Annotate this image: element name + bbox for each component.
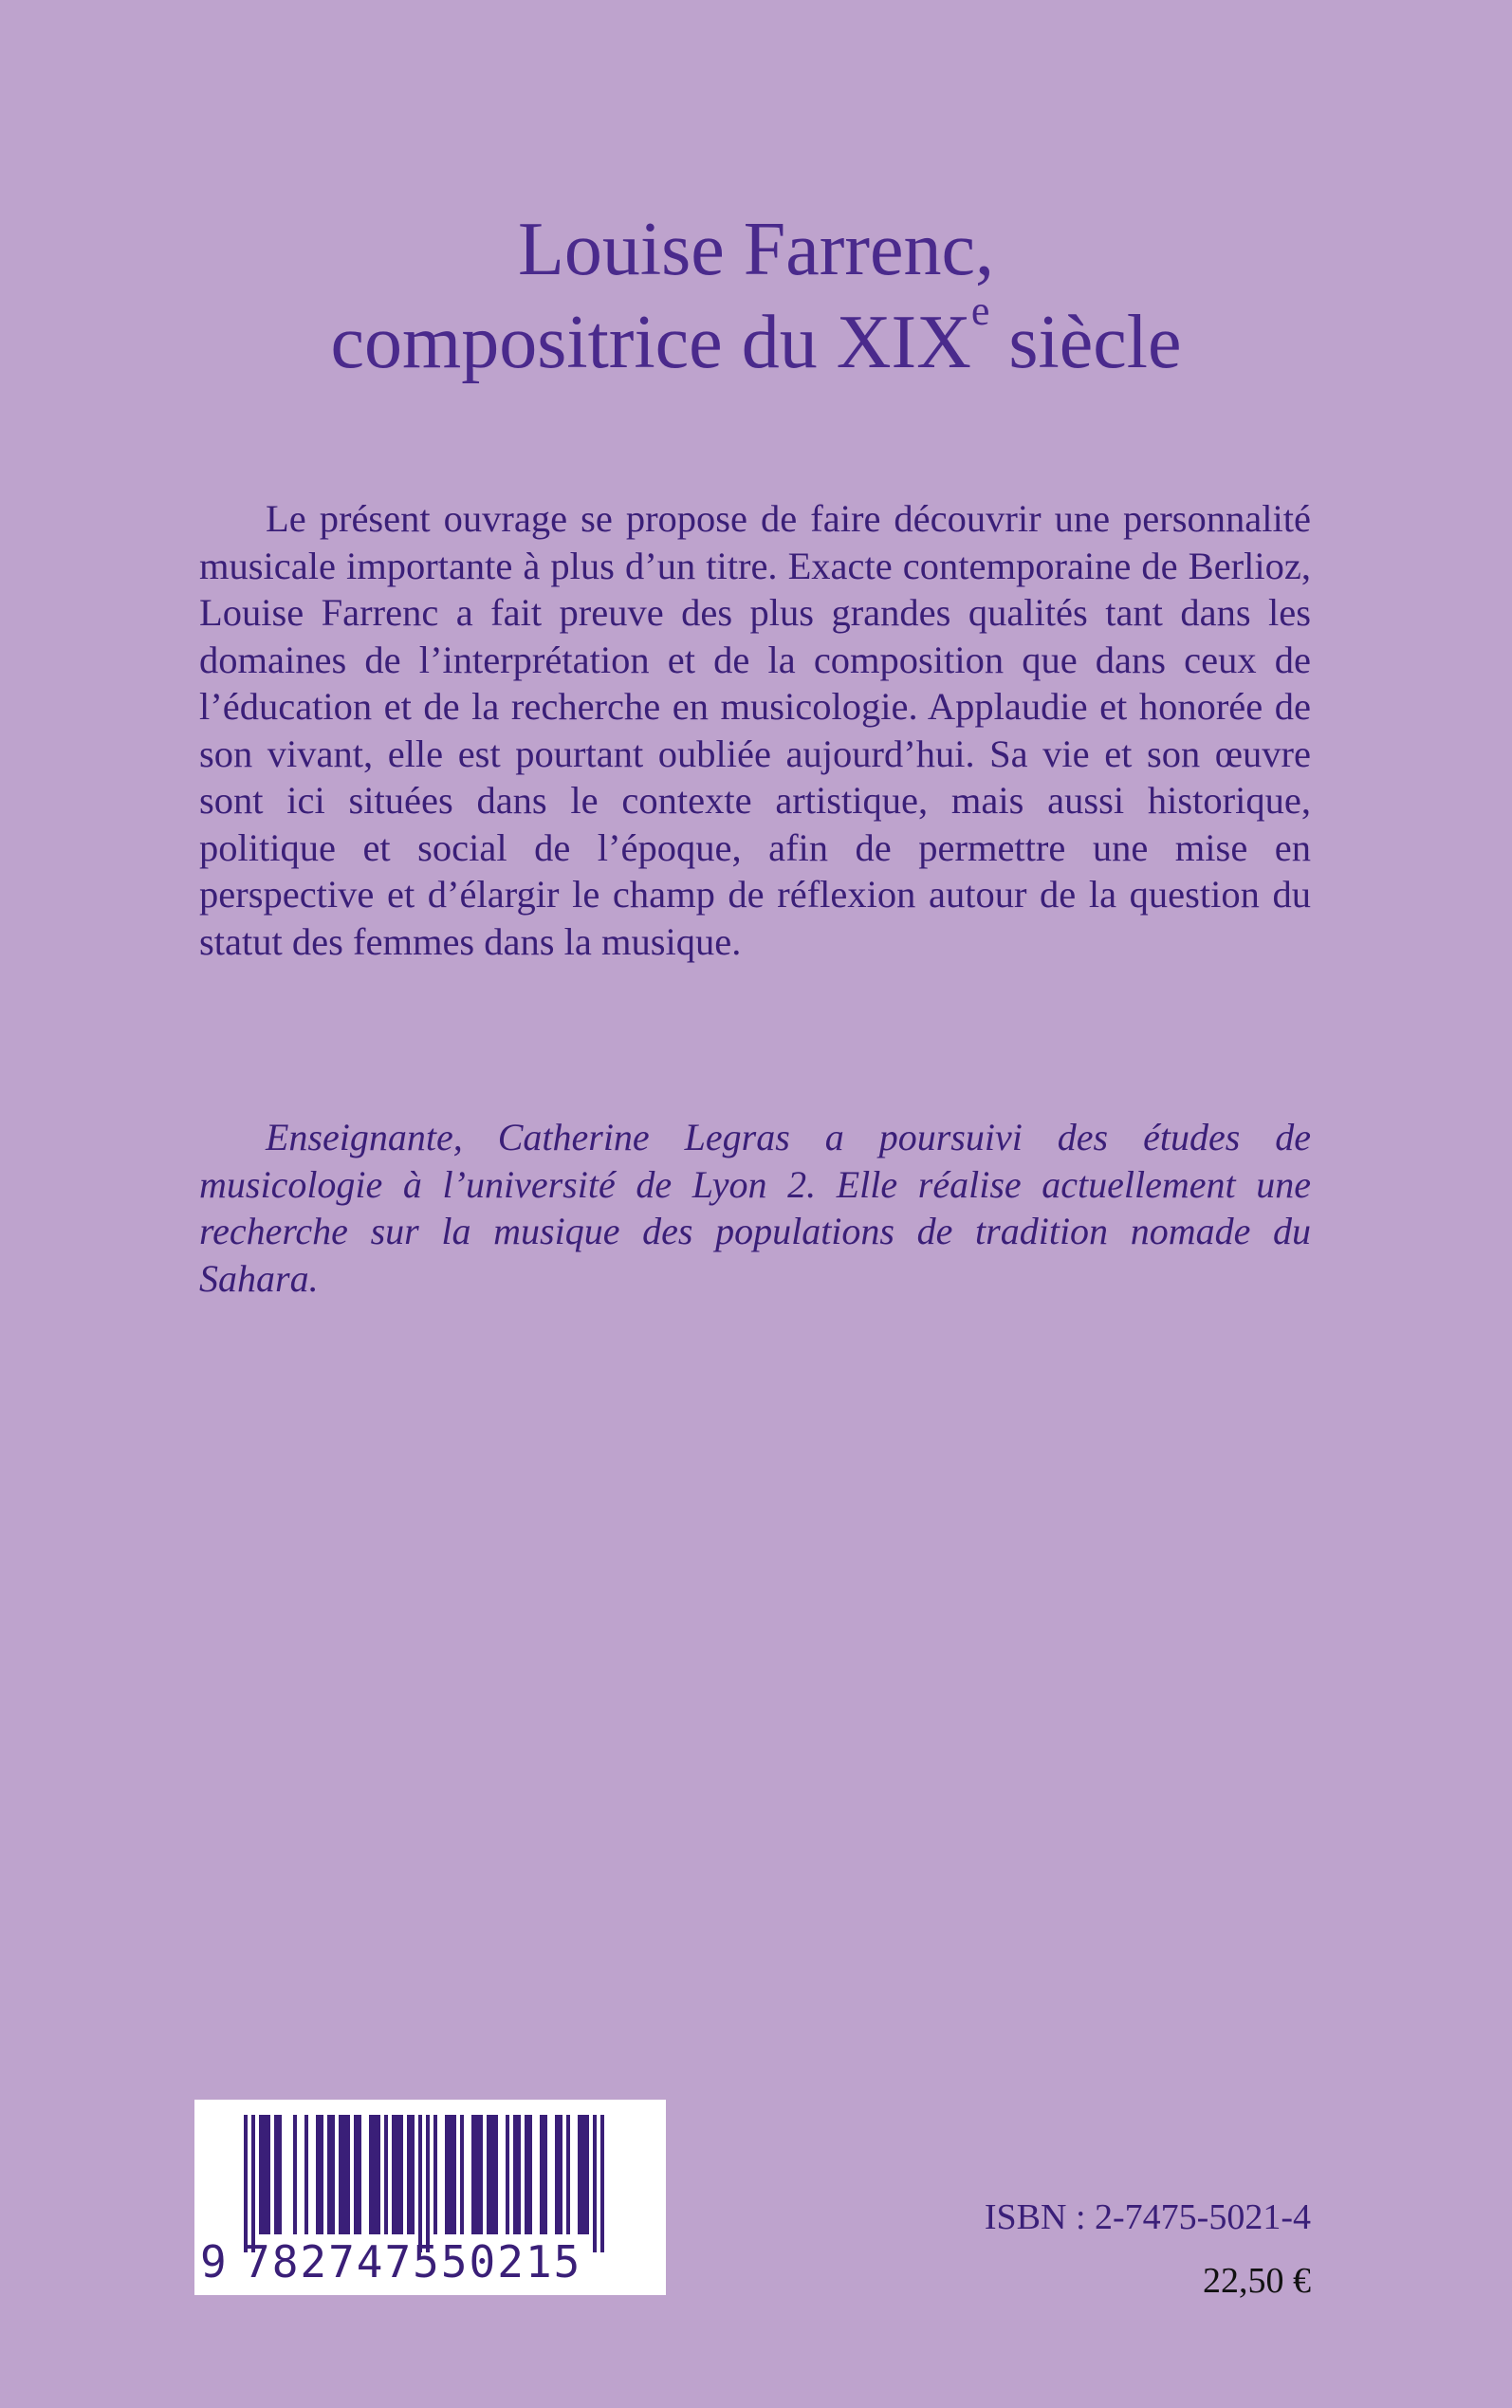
barcode-bar	[494, 2115, 498, 2234]
barcode-bar	[293, 2115, 297, 2234]
barcode-guard-bar	[600, 2115, 604, 2252]
barcode-bar	[585, 2115, 589, 2234]
barcode-bar	[566, 2115, 570, 2234]
barcode-bar	[506, 2115, 509, 2234]
barcode-bar	[578, 2115, 581, 2234]
barcode-bar	[369, 2115, 373, 2234]
barcode-bar	[259, 2115, 263, 2234]
barcode-bar	[460, 2115, 464, 2234]
title-superscript: e	[970, 287, 990, 334]
book-title	[0, 203, 1512, 389]
barcode-bar	[358, 2115, 361, 2234]
barcode-bar	[475, 2115, 479, 2234]
barcode-bar	[479, 2115, 483, 2234]
barcode-bar	[316, 2115, 320, 2234]
barcode-bar	[540, 2115, 544, 2234]
barcode-bar	[346, 2115, 350, 2234]
barcode-bar	[513, 2115, 517, 2234]
barcode-bar	[396, 2115, 399, 2234]
barcode-bar	[327, 2115, 331, 2234]
title-line-2-suffix: siècle	[989, 300, 1182, 384]
barcode-guard-bar	[426, 2115, 430, 2252]
barcode-bar	[304, 2115, 308, 2234]
barcode-bar	[471, 2115, 475, 2234]
book-description: Le présent ouvrage se propose de faire découvrir une personnalité musicale importante à plus d’un titre. Exacte contemporaine de Berlioz, Louise Farrenc a fait preuve des plus grandes qualités tant dans les domaines de l’interprétation et de la composition que dans ceux de l’éducation et de la recherche en musicologie. Applaudie et honorée de son vivant, elle est pourtant oubliée aujourd’hui. Sa vie et son œuvre sont ici situées dans le contexte artistique, mais aussi historique, politique et social de l’époque, afin de permettre une mise en perspective et d’élargir le champ de réflexion autour de la question du statut des femmes dans la musique.	[199, 497, 1311, 963]
barcode-bar	[559, 2115, 562, 2234]
barcode-bar	[433, 2115, 437, 2234]
barcode-bar	[320, 2115, 323, 2234]
title-line-1: Louise Farrenc,	[517, 207, 995, 291]
barcode-bar	[399, 2115, 403, 2234]
barcode-bar	[377, 2115, 380, 2234]
price-text: 22,50 €	[1203, 2261, 1311, 2301]
barcode-bar	[263, 2115, 267, 2234]
barcode-bar	[487, 2115, 490, 2234]
barcode-bar	[449, 2115, 452, 2234]
barcode-guard-bar	[593, 2115, 597, 2252]
barcode-first-digit: 9	[200, 2236, 229, 2288]
barcode-bar	[407, 2115, 411, 2234]
barcode-bar	[392, 2115, 396, 2234]
barcode-bar	[331, 2115, 335, 2234]
barcode-bar	[525, 2115, 528, 2234]
barcode-bar	[490, 2115, 494, 2234]
barcode-bar	[384, 2115, 388, 2234]
barcode-guard-bar	[418, 2115, 422, 2252]
isbn-text: ISBN : 2-7475-5021-4	[984, 2197, 1311, 2237]
barcode-bar	[555, 2115, 559, 2234]
author-bio: Enseignante, Catherine Legras a poursuivi des études de musicologie à l’université de Lyon 2. Elle réalise actuellement une recherche sur la musique des populations de tradition nomade du Sahara.	[199, 1116, 1311, 1300]
barcode-bar	[342, 2115, 346, 2234]
barcode-bar	[274, 2115, 278, 2234]
barcode-bar	[354, 2115, 358, 2234]
barcode-bar	[452, 2115, 456, 2234]
barcode-number	[194, 2235, 666, 2288]
barcode-bar	[411, 2115, 415, 2234]
barcode-bar	[517, 2115, 521, 2234]
barcode-guard-bar	[244, 2115, 248, 2252]
barcode-bar	[373, 2115, 377, 2234]
title-line-2	[0, 287, 1512, 389]
title-line-2-prefix: compositrice du XIX	[330, 300, 971, 384]
barcode-bar	[528, 2115, 532, 2234]
barcode-guard-bar	[251, 2115, 255, 2252]
barcode	[194, 2100, 666, 2295]
barcode-bar	[581, 2115, 585, 2234]
barcode-bar	[445, 2115, 449, 2234]
barcode-bar	[339, 2115, 342, 2234]
barcode-bar	[267, 2115, 270, 2234]
barcode-digits: 782747550215	[244, 2236, 582, 2288]
barcode-bar	[278, 2115, 282, 2234]
barcode-bar	[544, 2115, 547, 2234]
